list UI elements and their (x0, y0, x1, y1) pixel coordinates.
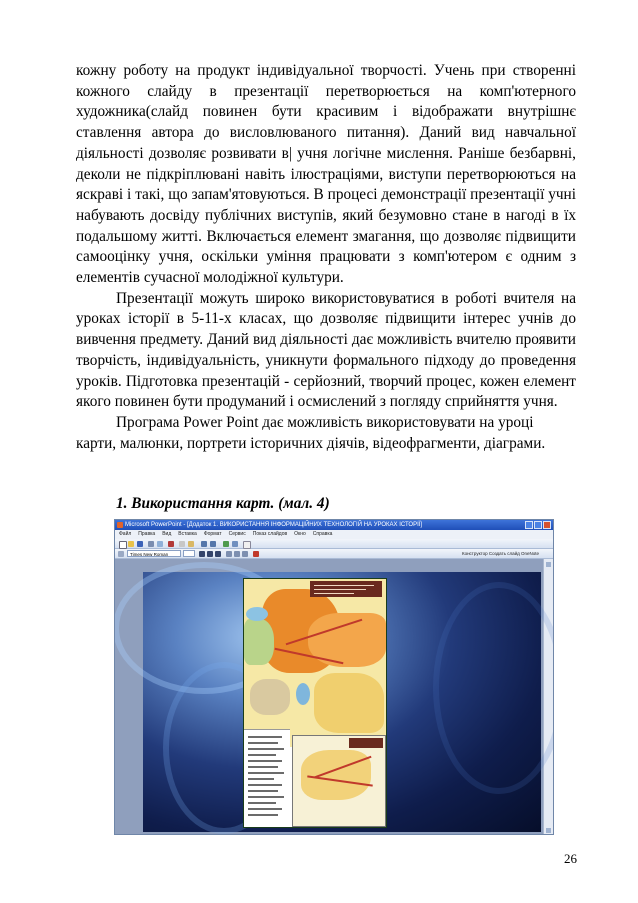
map-territory-yellow (314, 673, 384, 733)
slide-swirl-decoration (433, 582, 554, 794)
menu-format: Формат (203, 531, 222, 537)
body-text (76, 61, 576, 454)
menu-service: Сервис (228, 531, 246, 537)
save-icon (137, 541, 143, 547)
redo-icon (210, 541, 216, 547)
map-title-text (314, 589, 366, 590)
inset-title-box (349, 738, 383, 748)
menu-file: Файл (119, 531, 132, 537)
window-titlebar (115, 520, 553, 530)
formatting-toolbar (115, 549, 553, 559)
font-size-box (183, 550, 195, 557)
legend-entry (248, 784, 282, 786)
map-territory-tan (250, 679, 290, 715)
underline-icon (215, 551, 221, 557)
chart-icon (223, 541, 229, 547)
scroll-up-icon (546, 562, 551, 567)
align-center-icon (234, 551, 240, 557)
map-sea (296, 683, 310, 705)
menu-help: Справка (312, 531, 333, 537)
align-right-icon (242, 551, 248, 557)
maximize-icon (534, 521, 542, 529)
figure-caption: 1. Використання карт. (мал. 4) (116, 495, 330, 512)
paragraph-2: Презентації можуть широко використовуватися в роботі вчителя на уроках історії в 5-11-х класах, що дозволяє підвищити інтерес учнів до вивчення предмету. Даний вид діяльності дає можливість вчителю проявити творчість, індивідуальність, уникнути формального підходу до проведення уроків. Підготовка презентацій - серйозний, творчий процес, кожен елемент якого повинен бути продуманий і осмислений з погляду сприйняття учня. (76, 289, 576, 411)
paste-icon (188, 541, 194, 547)
map-inset (292, 735, 386, 827)
menu-slideshow: Показ слайдов (252, 531, 288, 537)
legend-entry (248, 808, 282, 810)
map-title-text (314, 585, 374, 586)
menu-edit: Правка (138, 531, 156, 537)
preview-icon (157, 541, 163, 547)
window-controls (525, 521, 551, 529)
close-icon (543, 521, 551, 529)
font-color-icon (253, 551, 259, 557)
align-left-icon (226, 551, 232, 557)
task-pane-icon (118, 551, 124, 557)
new-icon (119, 541, 127, 549)
map-legend (244, 729, 290, 828)
legend-entry (248, 766, 278, 768)
font-name-box: Times New Roman (127, 550, 181, 557)
powerpoint-icon (117, 522, 123, 528)
italic-icon (207, 551, 213, 557)
legend-entry (248, 748, 284, 750)
map-sea (246, 607, 268, 621)
table-icon (232, 541, 238, 547)
print-icon (148, 541, 154, 547)
cut-icon (179, 541, 185, 547)
legend-entry (248, 754, 276, 756)
standard-toolbar (115, 539, 553, 549)
legend-entry (248, 760, 282, 762)
scroll-down-icon (546, 828, 551, 833)
legend-entry (248, 742, 278, 744)
powerpoint-screenshot (114, 519, 554, 835)
legend-entry (248, 772, 284, 774)
paragraph-1: кожну роботу на продукт індивідуальної творчості. Учень при створенні кожного слайду в презентації перетворюється на комп'ютерного художника(слайд повинен бути красивим і відображати внутрішнє ставлення автора до висловлюваного питання). Даний вид навчальної діяльності дозволяє розвивати в| учня логічне мислення. Раніше безбарвні, деколи не підкріплювані навіть ілюстраціями, виступи перетворюються на яскраві і такі, що запам'ятовуються. В процесі демонстрації презентації учні набувають досвіду публічних виступів, який безумовно стане в нагоді в їх подальшому житті. Включається елемент змагання, що дозволяє підвищити самооцінку учня, оскільки уміння працювати з комп'ютером є одним з елементів сучасної молодіжної культури. (76, 62, 577, 287)
legend-entry (248, 778, 274, 780)
zoom-icon (243, 541, 251, 549)
map-title-text (314, 593, 354, 594)
menu-insert: Вставка (178, 531, 197, 537)
undo-icon (201, 541, 207, 547)
paragraph-3: Програма Power Point дає можливість використовувати на уроці карти, малюнки, портрети історичних діячів, відеофрагменти, діаграми. (76, 413, 546, 452)
spelling-icon (168, 541, 174, 547)
toolbar-right-commands: Конструктор Создать слайд OneNote (461, 551, 539, 556)
map-title-box (310, 581, 382, 597)
legend-entry (248, 736, 282, 738)
legend-entry (248, 814, 278, 816)
legend-entry (248, 790, 278, 792)
legend-entry (248, 796, 284, 798)
minimize-icon (525, 521, 533, 529)
legend-entry (248, 802, 276, 804)
menu-bar (115, 530, 553, 539)
open-icon (128, 541, 134, 547)
window-title: Microsoft PowerPoint - [Додаток 1. ВИКОРИСТАННЯ ІНФОРМАЦІЙНИХ ТЕХНОЛОГІЙ НА УРОКАХ ІСТОРІЇ] (125, 522, 423, 528)
map-territory-green (244, 619, 274, 665)
menu-window: Окно (294, 531, 306, 537)
bold-icon (199, 551, 205, 557)
page-number: 26 (564, 851, 577, 866)
historical-map-image (243, 578, 387, 828)
menu-view: Вид (162, 531, 172, 537)
